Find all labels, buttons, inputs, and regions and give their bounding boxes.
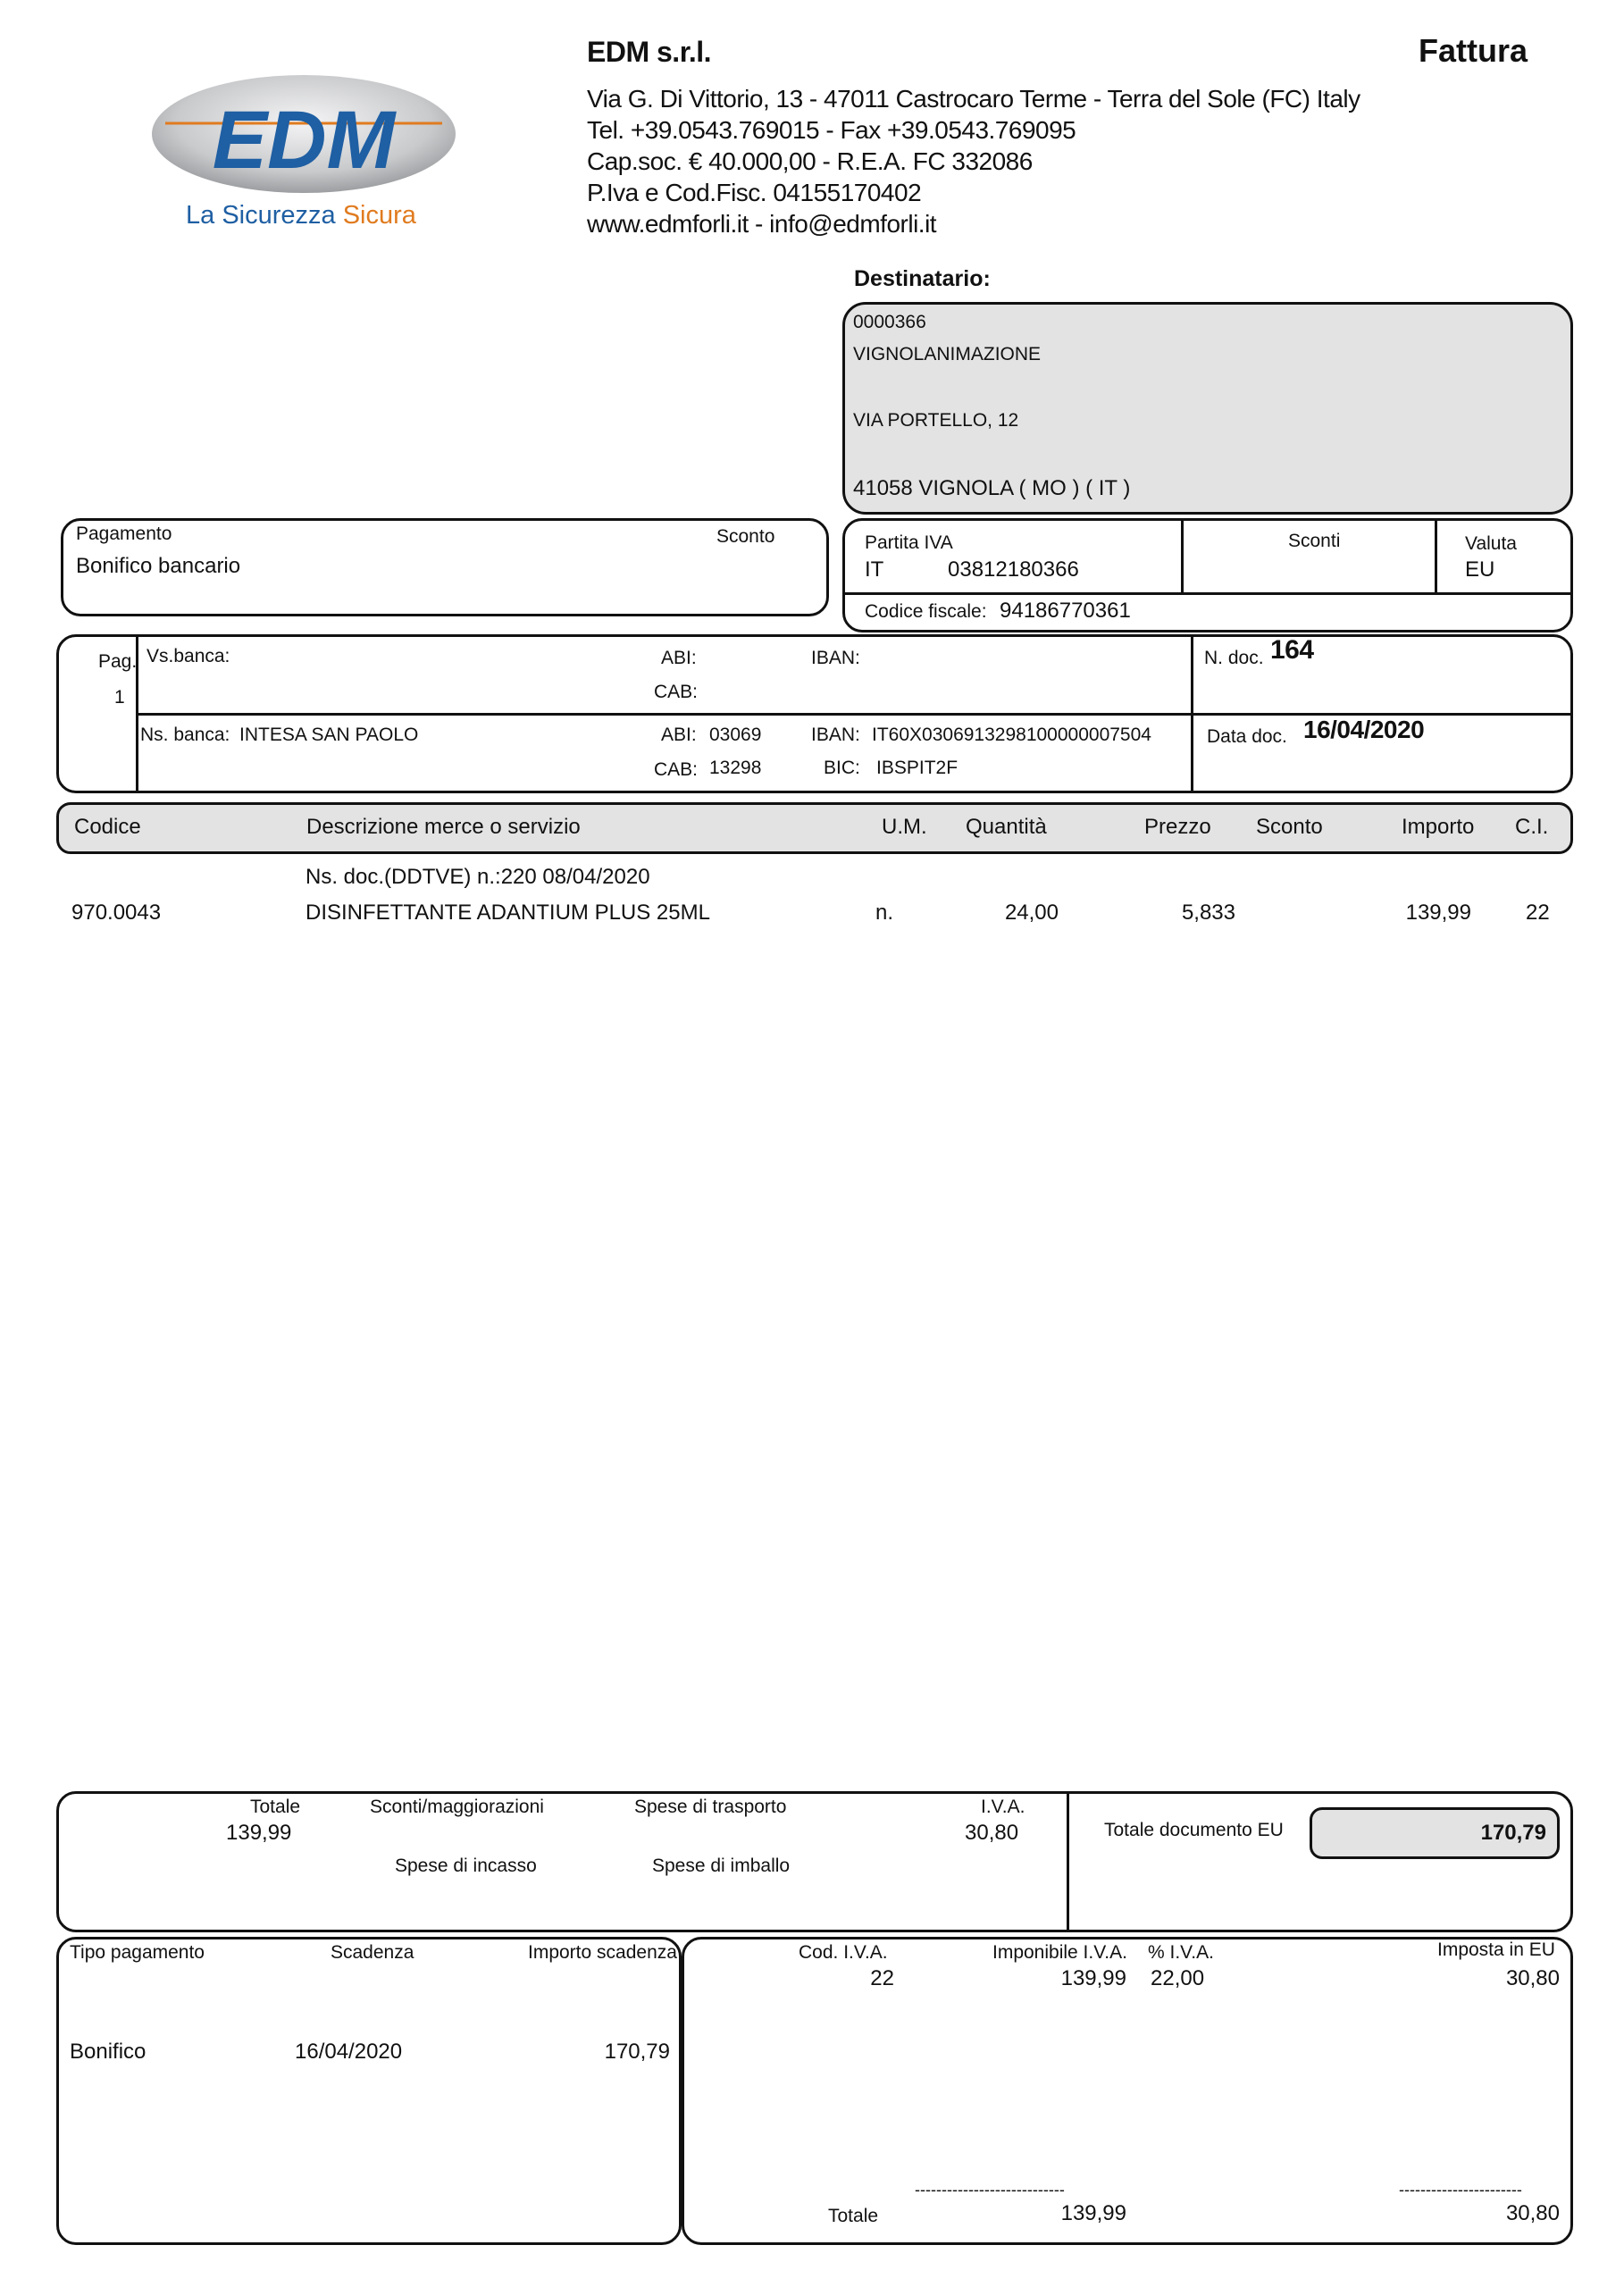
header-ci: C.I. [1515, 815, 1549, 839]
schedule-due-label: Scadenza [331, 1942, 414, 1963]
header-price: Prezzo [1144, 815, 1211, 839]
packaging-label: Spese di imballo [652, 1856, 791, 1876]
our-abi: 03069 [709, 725, 762, 745]
header-qty: Quantità [966, 815, 1047, 839]
doc-total-box [1310, 1807, 1560, 1859]
page-label: Pag. [98, 651, 138, 672]
transport-label: Spese di trasporto [634, 1797, 787, 1817]
recipient-name: VIGNOLANIMAZIONE [853, 344, 1042, 364]
schedule-amount: 170,79 [604, 2040, 670, 2064]
vat-total-label: Totale [828, 2206, 879, 2226]
total-value: 139,99 [226, 1821, 292, 1845]
tagline-part2: Sicura [342, 201, 416, 230]
schedule-type-label: Tipo pagamento [70, 1942, 205, 1963]
our-cab: 13298 [709, 758, 762, 778]
doc-total-value: 170,79 [1480, 1821, 1546, 1845]
doc-number-label: N. doc. [1204, 648, 1264, 668]
taxable-label: Imponibile I.V.A. [992, 1942, 1127, 1963]
row-amount: 139,99 [1405, 901, 1471, 925]
tagline-part1: La Sicurezza [186, 201, 343, 230]
collection-label: Spese di incasso [395, 1856, 537, 1876]
doc-date-label: Data doc. [1207, 726, 1287, 747]
tax-separator: ----------------------- [1399, 2181, 1522, 2199]
header-discount: Sconto [1256, 815, 1323, 839]
discounts-label: Sconti [1288, 531, 1341, 551]
totals-vat-value: 30,80 [965, 1821, 1019, 1845]
company-vat: P.Iva e Cod.Fisc. 04155170402 [587, 179, 922, 206]
bank-box [56, 634, 1573, 793]
our-bank-name: INTESA SAN PAOLO [239, 725, 419, 745]
doc-date: 16/04/2020 [1303, 716, 1425, 743]
vat-country: IT [865, 557, 884, 582]
schedule-due: 16/04/2020 [295, 2040, 403, 2064]
our-iban: IT60X0306913298100000007504 [872, 725, 1151, 745]
table-row [0, 901, 1624, 931]
page-number: 1 [114, 687, 125, 708]
row-um: n. [875, 901, 894, 925]
vat-code: 22 [870, 1966, 894, 1990]
row-ci: 22 [1526, 901, 1550, 925]
vat-total-taxable: 139,99 [1060, 2201, 1126, 2225]
logo-tagline [186, 201, 416, 230]
total-label: Totale [250, 1797, 301, 1817]
header-description: Descrizione merce o servizio [306, 815, 581, 839]
schedule-amount-label: Importo scadenza [528, 1942, 677, 1963]
payment-box [61, 518, 829, 616]
row-description: DISINFETTANTE ADANTIUM PLUS 25ML [306, 901, 710, 925]
payment-label: Pagamento [76, 524, 172, 544]
vat-code-label: Cod. I.V.A. [799, 1942, 888, 1963]
taxable-separator: ---------------------------- [915, 2181, 1065, 2199]
rate-label: % I.V.A. [1148, 1942, 1214, 1963]
logo-text: EDM [212, 95, 396, 186]
currency-label: Valuta [1465, 533, 1517, 554]
fiscal-code: 94186770361 [1000, 599, 1131, 623]
items-table-header [56, 802, 1573, 854]
totals-vat-label: I.V.A. [981, 1797, 1025, 1817]
currency-value: EU [1465, 557, 1495, 582]
vat-tax: 30,80 [1505, 1966, 1560, 1990]
their-cab-label: CAB: [654, 682, 699, 702]
row-code: 970.0043 [71, 901, 162, 925]
their-abi-label: ABI: [661, 648, 697, 668]
vat-taxable: 139,99 [1060, 1966, 1126, 1990]
recipient-box [842, 302, 1573, 515]
company-phone: Tel. +39.0543.769015 - Fax +39.0543.769095 [587, 116, 1076, 144]
company-address: Via G. Di Vittorio, 13 - 47011 Castrocaro Terme - Terra del Sole (FC) Italy [587, 85, 1360, 113]
vat-label: Partita IVA [865, 532, 953, 553]
reference-line: Ns. doc.(DDTVE) n.:220 08/04/2020 [306, 865, 650, 889]
recipient-city: 41058 VIGNOLA ( MO ) ( IT ) [853, 476, 1131, 500]
our-abi-label: ABI: [661, 725, 697, 745]
vat-rate: 22,00 [1151, 1966, 1205, 1990]
totals-box [56, 1791, 1573, 1932]
vat-total-tax: 30,80 [1505, 2201, 1560, 2225]
document-type: Fattura [1419, 32, 1528, 69]
payment-discount-label: Sconto [716, 526, 775, 547]
fiscal-code-label: Codice fiscale: [865, 601, 987, 622]
header-um: U.M. [882, 815, 927, 839]
tax-label: Imposta in EU [1437, 1939, 1555, 1960]
header-amount: Importo [1402, 815, 1475, 839]
our-cab-label: CAB: [654, 759, 699, 780]
our-bank-label: Ns. banca: [140, 725, 230, 745]
their-iban-label: IBAN: [811, 648, 860, 668]
bic-value: IBSPIT2F [876, 758, 958, 778]
discounts-mods-label: Sconti/maggiorazioni [370, 1797, 544, 1817]
doc-total-label: Totale documento EU [1104, 1820, 1284, 1840]
recipient-label: Destinatario: [854, 266, 991, 291]
header-code: Codice [74, 815, 141, 839]
vat-number: 03812180366 [948, 557, 1079, 582]
recipient-street: VIA PORTELLO, 12 [853, 410, 1019, 431]
their-bank-label: Vs.banca: [146, 646, 230, 666]
doc-number: 164 [1270, 635, 1314, 665]
our-iban-label: IBAN: [811, 725, 860, 745]
row-qty: 24,00 [1004, 901, 1059, 925]
company-name: EDM s.r.l. [587, 36, 712, 68]
bic-label: BIC: [824, 758, 860, 778]
company-capital: Cap.soc. € 40.000,00 - R.E.A. FC 332086 [587, 147, 1033, 175]
tax-box [842, 518, 1573, 632]
vat-summary-box [682, 1937, 1573, 2245]
recipient-code: 0000366 [853, 312, 926, 332]
company-web: www.edmforli.it - info@edmforli.it [587, 210, 937, 238]
schedule-type: Bonifico [70, 2040, 146, 2064]
payment-method: Bonifico bancario [76, 554, 241, 578]
row-price: 5,833 [1181, 901, 1235, 925]
schedule-box [56, 1937, 682, 2245]
